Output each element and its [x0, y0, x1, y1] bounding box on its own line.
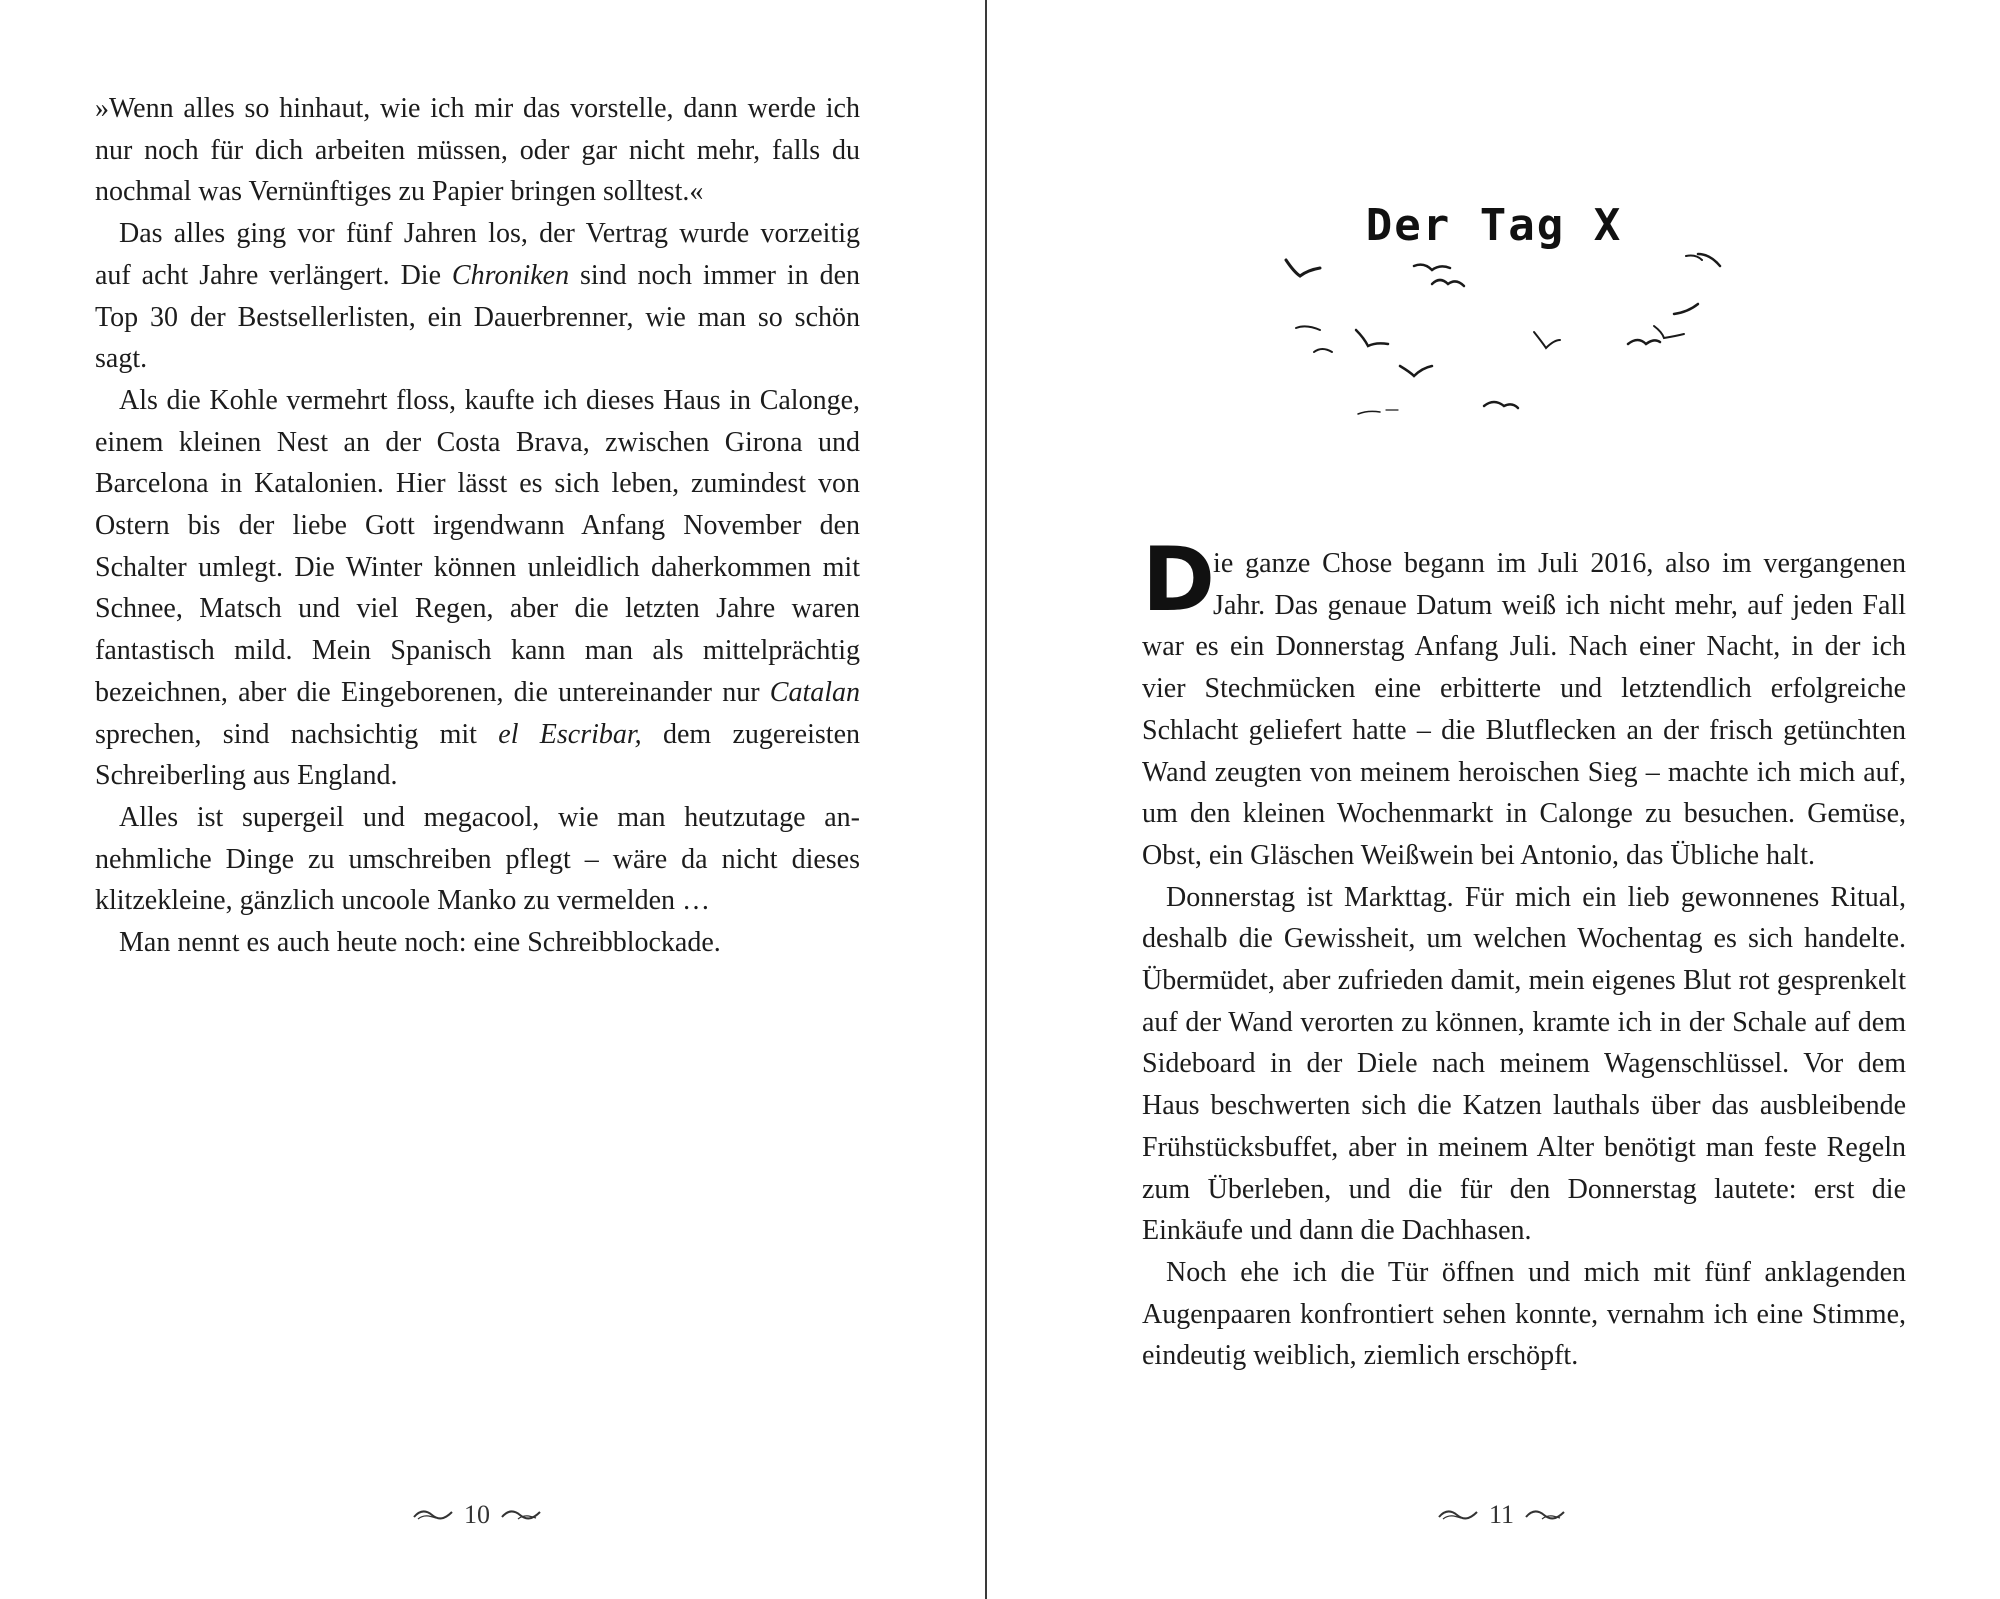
drop-cap: D	[1142, 528, 1212, 631]
left-page	[0, 0, 986, 1599]
page-number-footer	[412, 1500, 542, 1530]
paragraph: »Wenn alles so hinhaut, wie ich mir das vorstelle, dann werde ich nur noch für dich arbeiten müssen, oder gar nicht mehr, falls du nochmal was Vernünftiges zu Papier bringen solltest.«	[95, 93, 860, 208]
paragraph: Man nennt es auch heute noch: eine Schreibblockade.	[119, 927, 721, 959]
left-text-block	[95, 88, 860, 964]
paragraph: Alles ist supergeil und megacool, wie man heutzutage annehmliche Dinge zu umschreiben pflegt – wäre da nicht dieses klitzekleine, gänzlich uncoole Manko zu vermelden …	[95, 801, 860, 917]
paragraph: Das alles ging vor fünf Jahren los, der Vertrag wurde vorzeitig auf acht Jahre verlängert. Die Chroniken sind noch immer in den Top 30 der Bestsellerlisten, ein Dauerbrenner, wie man so schön sagt.	[95, 218, 860, 375]
page-number: 10	[464, 1500, 490, 1529]
book-spine-divider	[985, 0, 987, 1599]
chapter-title: Der Tag X	[1365, 200, 1623, 251]
paragraph: Donnerstag ist Markttag. Für mich ein lieb gewonnenes Ritual, deshalb die Gewissheit, um welchen Wochentag es sich handelte. Übermüdet, aber zufrieden damit, mein eigenes Blut rot gesprenkelt auf der Wand verorten zu können, kramte ich in der Schale auf dem Sideboard in der Diele nach meinem Wagenschlüssel. Vor dem Haus beschwerten sich die Katzen lauthals über das ausbleibende Frühstücksbuffet, aber in meinem Alter benötigt man feste Regeln zum Überleben, und die für den Donnerstag lautete: erst die Einkäufe und dann die Dachhasen.	[1142, 881, 1906, 1247]
page-number-footer	[1437, 1500, 1566, 1530]
right-page	[988, 0, 2000, 1599]
flying-birds-illustration	[1274, 240, 1754, 430]
paragraph: Als die Kohle vermehrt floss, kaufte ich dieses Haus in Calonge, einem kleinen Nest an der Costa Brava, zwischen Girona und Barcelona in Katalonien. Hier lässt es sich leben, zumindest von Ostern bis der liebe Gott irgendwann Anfang November den Schalter umlegt. Die Winter können unleidlich daherkommen mit Schnee, Matsch und viel Regen, aber die letzten Jahre waren fantastisch mild. Mein Spanisch kann man als mittelprächtig bezeichnen, aber die Eingeborenen, die untereinander nur Catalan sprechen, sind nachsichtig mit el Escribar, dem zugereisten Schreiberling aus England.	[95, 384, 860, 792]
page-number: 11	[1489, 1500, 1515, 1529]
swash-ornament-icon	[500, 1508, 542, 1522]
swash-ornament-icon	[1524, 1508, 1566, 1522]
swash-ornament-icon	[1437, 1508, 1479, 1522]
swash-ornament-icon	[412, 1508, 454, 1522]
paragraph: Noch ehe ich die Tür öffnen und mich mit fünf anklagenden Augenpaaren konfrontiert sehen konnte, vernahm ich eine Stimme, eindeutig weiblich, ziemlich erschöpft.	[1142, 1256, 1906, 1372]
right-text-block	[1142, 528, 1906, 1377]
paragraph: Die ganze Chose begann im Juli 2016, also im vergangenen Jahr. Das genaue Datum weiß ich nicht mehr, auf jeden Fall war es ein Donnerstag Anfang Juli. Nach einer Nacht, in der ich vier Stechmücken eine erbitterte und letztendlich erfolgreiche Schlacht geliefert hatte – die Blutflecken an der frisch getünchten Wand zeugten von meinem heroischen Sieg – machte ich mich auf, um den kleinen Wochenmarkt in Calonge zu besuchen. Gemüse, Obst, ein Gläschen Weißwein bei Antonio, das Übliche halt.	[1142, 528, 1906, 871]
